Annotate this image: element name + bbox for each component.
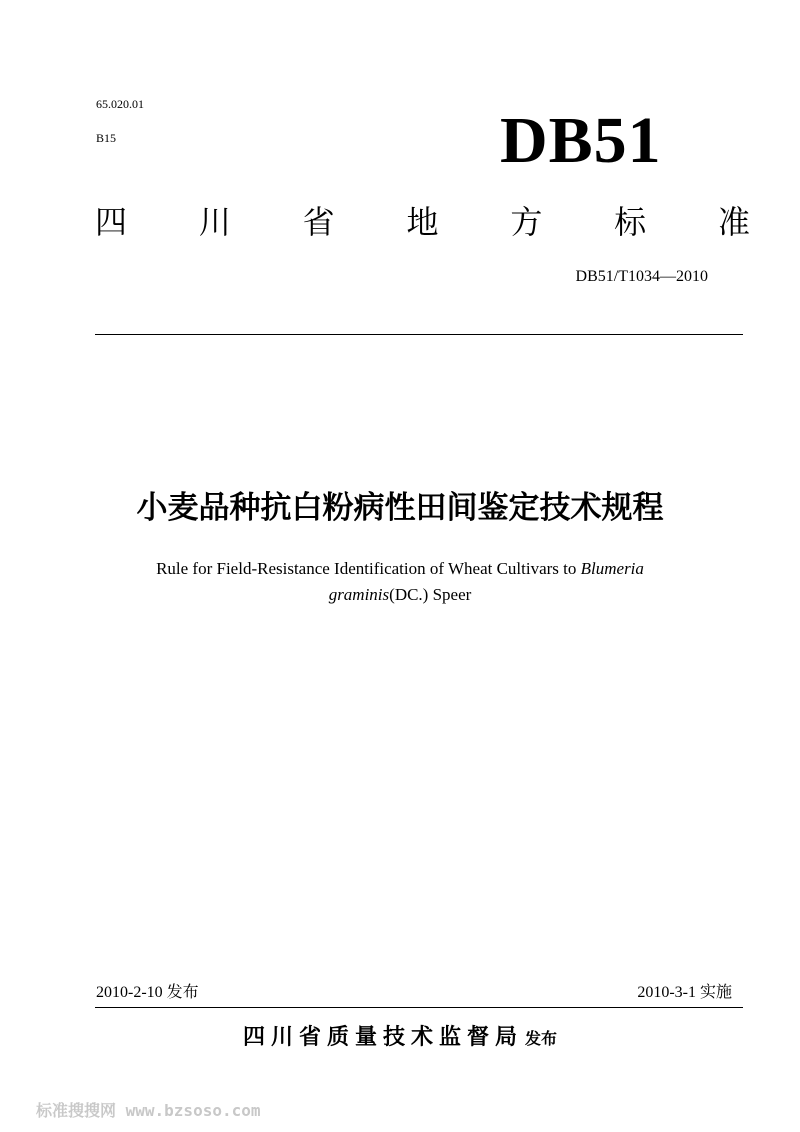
title-english-italic: graminis: [328, 585, 390, 604]
document-title-english: [0, 556, 800, 608]
standard-type-title: [95, 205, 750, 240]
standard-type-char: 省: [302, 203, 335, 241]
issuer-name: 四川省质量技术监督局: [242, 1025, 523, 1050]
standard-type-char: 方: [510, 203, 543, 241]
standard-type-char: 川: [198, 203, 231, 241]
standard-type-char: 准: [717, 203, 750, 241]
standard-type-char: 四: [95, 203, 128, 241]
standard-type-char: 标: [614, 203, 647, 241]
issuer: [0, 1020, 800, 1051]
title-english-text: (DC.) Speer: [389, 585, 472, 604]
title-english-text: Rule for Field-Resistance Identification of Wheat Cultivars to: [156, 559, 581, 578]
standard-number: DB51/T1034—2010: [575, 268, 708, 285]
standard-type-char: 地: [406, 203, 439, 241]
top-divider: [95, 334, 743, 335]
issue-date: 2010-2-10 发布: [96, 984, 199, 1001]
document-title-chinese: 小麦品种抗白粉病性田间鉴定技术规程: [136, 490, 664, 526]
title-english-italic: Blumeria: [580, 559, 644, 578]
issuer-action: 发布: [525, 1029, 558, 1048]
db-logo: DB51: [500, 104, 662, 177]
ics-code: 65.020.01: [96, 97, 144, 111]
watermark: 标准搜搜网 www.bzsoso.com: [36, 1101, 261, 1120]
ccs-code: B15: [96, 131, 117, 145]
bottom-divider: [95, 1007, 743, 1008]
implementation-date: 2010-3-1 实施: [637, 984, 732, 1001]
